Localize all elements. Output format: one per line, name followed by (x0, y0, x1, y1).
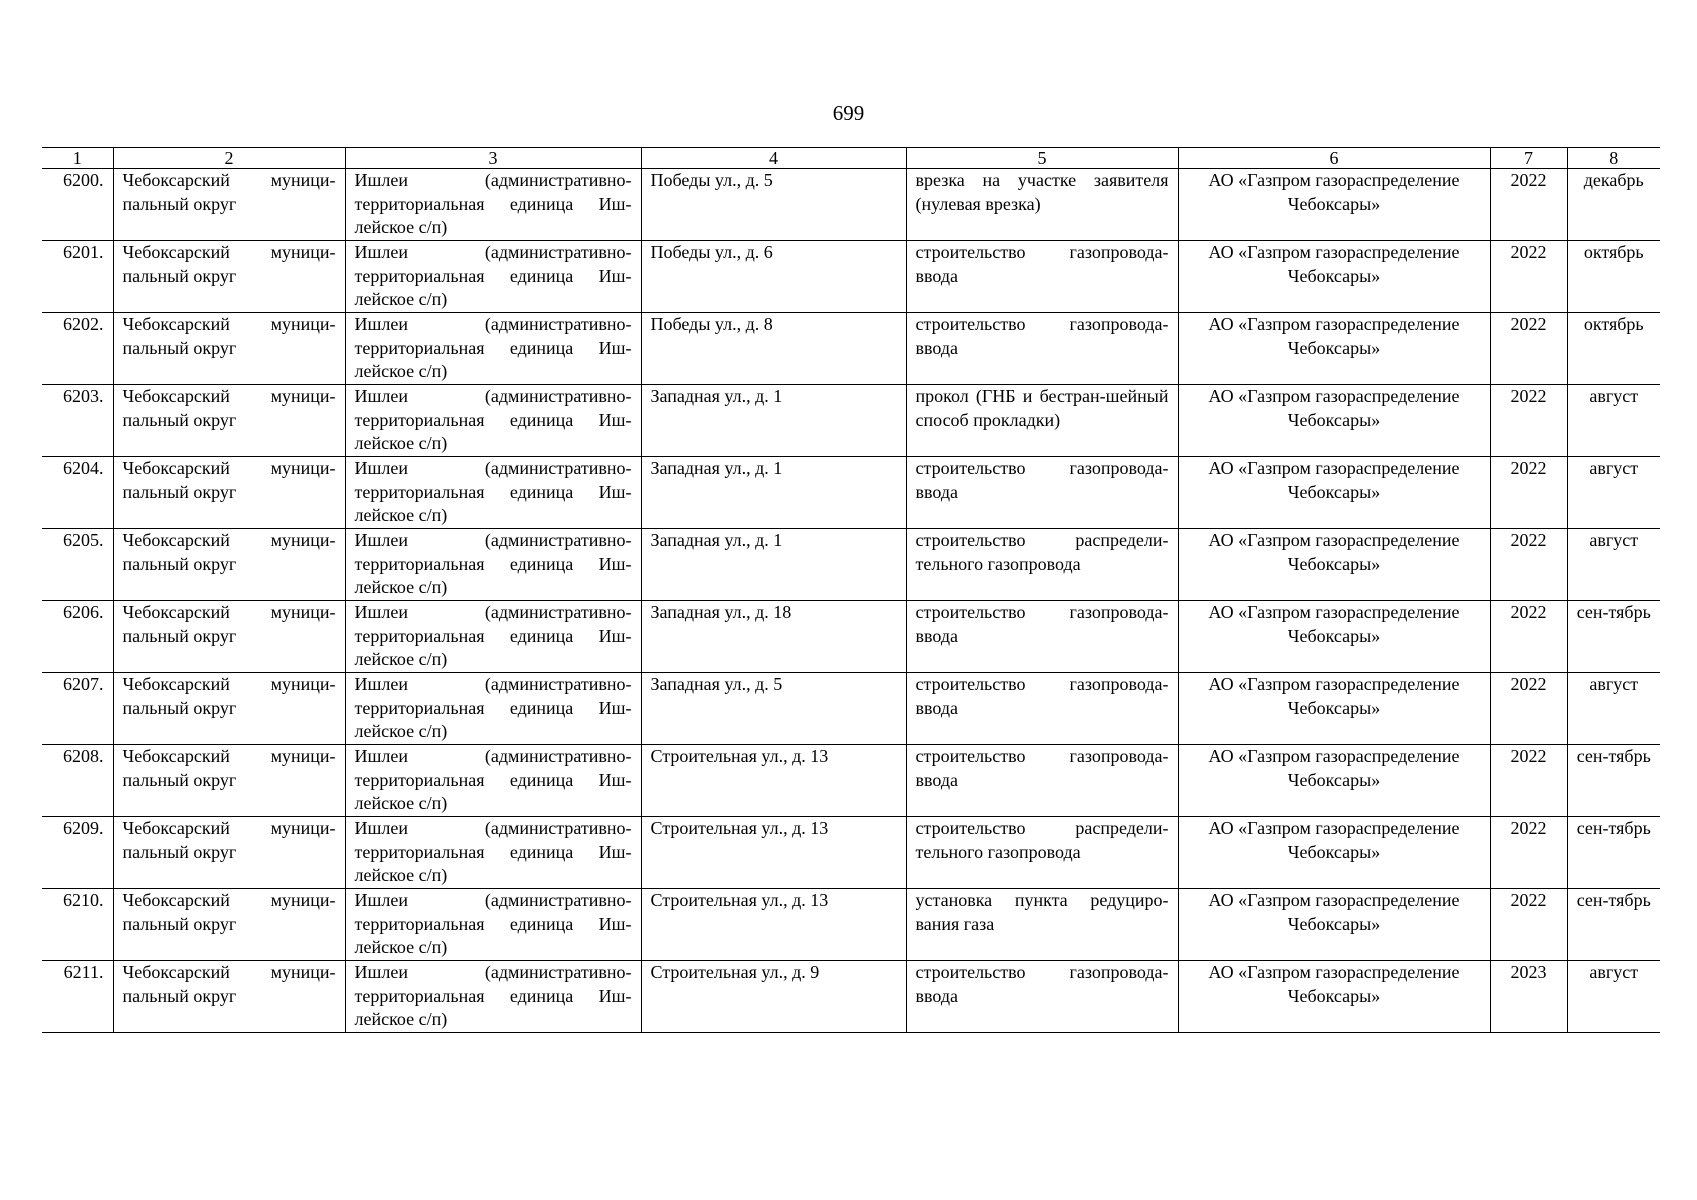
row-number: 6207. (42, 673, 113, 745)
address-cell: Западная ул., д. 18 (641, 601, 906, 673)
work-type-cell: прокол (ГНБ и бестран-шейный способ прокладки) (906, 385, 1178, 457)
district-cell: Чебоксарский муници-пальный округ (113, 241, 345, 313)
organization-cell: АО «Газпром газораспределение Чебоксары» (1178, 601, 1490, 673)
table-row (42, 745, 1660, 817)
district-cell: Чебоксарский муници-пальный округ (113, 673, 345, 745)
district-cell: Чебоксарский муници-пальный округ (113, 169, 345, 241)
organization-cell: АО «Газпром газораспределение Чебоксары» (1178, 313, 1490, 385)
row-number: 6200. (42, 169, 113, 241)
year-cell: 2022 (1490, 313, 1567, 385)
settlement-cell: Ишлеи (административно-территориальная единица Иш-лейское с/п) (345, 601, 641, 673)
district-cell: Чебоксарский муници-пальный округ (113, 817, 345, 889)
organization-cell: АО «Газпром газораспределение Чебоксары» (1178, 673, 1490, 745)
settlement-cell: Ишлеи (административно-территориальная единица Иш-лейское с/п) (345, 385, 641, 457)
col-header-6: 6 (1178, 148, 1490, 169)
address-cell: Победы ул., д. 5 (641, 169, 906, 241)
year-cell: 2022 (1490, 817, 1567, 889)
row-number: 6204. (42, 457, 113, 529)
year-cell: 2022 (1490, 169, 1567, 241)
work-type-cell: строительство распредели-тельного газопровода (906, 817, 1178, 889)
work-type-cell: строительство распредели-тельного газопровода (906, 529, 1178, 601)
settlement-cell: Ишлеи (административно-территориальная единица Иш-лейское с/п) (345, 889, 641, 961)
month-cell: сен-тябрь (1567, 889, 1660, 961)
settlement-cell: Ишлеи (административно-территориальная единица Иш-лейское с/п) (345, 313, 641, 385)
year-cell: 2022 (1490, 241, 1567, 313)
col-header-8: 8 (1567, 148, 1660, 169)
address-cell: Западная ул., д. 1 (641, 457, 906, 529)
month-cell: сен-тябрь (1567, 817, 1660, 889)
settlement-cell: Ишлеи (административно-территориальная единица Иш-лейское с/п) (345, 745, 641, 817)
table-row (42, 961, 1660, 1033)
work-type-cell: строительство газопровода-ввода (906, 241, 1178, 313)
district-cell: Чебоксарский муници-пальный округ (113, 385, 345, 457)
row-number: 6209. (42, 817, 113, 889)
table-row (42, 241, 1660, 313)
year-cell: 2022 (1490, 673, 1567, 745)
table-row (42, 529, 1660, 601)
month-cell: август (1567, 529, 1660, 601)
organization-cell: АО «Газпром газораспределение Чебоксары» (1178, 745, 1490, 817)
organization-cell: АО «Газпром газораспределение Чебоксары» (1178, 169, 1490, 241)
table-row (42, 601, 1660, 673)
work-type-cell: строительство газопровода-ввода (906, 601, 1178, 673)
year-cell: 2022 (1490, 601, 1567, 673)
year-cell: 2023 (1490, 961, 1567, 1033)
district-cell: Чебоксарский муници-пальный округ (113, 601, 345, 673)
column-number-row (42, 148, 1660, 169)
district-cell: Чебоксарский муници-пальный округ (113, 313, 345, 385)
col-header-3: 3 (345, 148, 641, 169)
col-header-2: 2 (113, 148, 345, 169)
year-cell: 2022 (1490, 745, 1567, 817)
table-row (42, 673, 1660, 745)
district-cell: Чебоксарский муници-пальный округ (113, 745, 345, 817)
settlement-cell: Ишлеи (административно-территориальная единица Иш-лейское с/п) (345, 817, 641, 889)
month-cell: август (1567, 457, 1660, 529)
address-cell: Западная ул., д. 1 (641, 385, 906, 457)
address-cell: Победы ул., д. 8 (641, 313, 906, 385)
year-cell: 2022 (1490, 385, 1567, 457)
address-cell: Строительная ул., д. 13 (641, 745, 906, 817)
month-cell: октябрь (1567, 313, 1660, 385)
district-cell: Чебоксарский муници-пальный округ (113, 457, 345, 529)
col-header-5: 5 (906, 148, 1178, 169)
row-number: 6203. (42, 385, 113, 457)
col-header-1: 1 (42, 148, 113, 169)
row-number: 6206. (42, 601, 113, 673)
row-number: 6201. (42, 241, 113, 313)
month-cell: декабрь (1567, 169, 1660, 241)
organization-cell: АО «Газпром газораспределение Чебоксары» (1178, 817, 1490, 889)
col-header-7: 7 (1490, 148, 1567, 169)
month-cell: август (1567, 673, 1660, 745)
month-cell: октябрь (1567, 241, 1660, 313)
row-number: 6205. (42, 529, 113, 601)
year-cell: 2022 (1490, 457, 1567, 529)
address-cell: Строительная ул., д. 13 (641, 817, 906, 889)
table-row (42, 169, 1660, 241)
month-cell: август (1567, 961, 1660, 1033)
district-cell: Чебоксарский муници-пальный округ (113, 889, 345, 961)
month-cell: сен-тябрь (1567, 745, 1660, 817)
address-cell: Западная ул., д. 1 (641, 529, 906, 601)
organization-cell: АО «Газпром газораспределение Чебоксары» (1178, 457, 1490, 529)
work-type-cell: строительство газопровода-ввода (906, 313, 1178, 385)
row-number: 6208. (42, 745, 113, 817)
settlement-cell: Ишлеи (административно-территориальная единица Иш-лейское с/п) (345, 961, 641, 1033)
work-type-cell: установка пункта редуциро-вания газа (906, 889, 1178, 961)
district-cell: Чебоксарский муници-пальный округ (113, 529, 345, 601)
settlement-cell: Ишлеи (административно-территориальная единица Иш-лейское с/п) (345, 241, 641, 313)
year-cell: 2022 (1490, 529, 1567, 601)
address-cell: Победы ул., д. 6 (641, 241, 906, 313)
work-type-cell: строительство газопровода-ввода (906, 457, 1178, 529)
settlement-cell: Ишлеи (административно-территориальная единица Иш-лейское с/п) (345, 169, 641, 241)
organization-cell: АО «Газпром газораспределение Чебоксары» (1178, 889, 1490, 961)
gas-works-table (42, 147, 1660, 1033)
row-number: 6210. (42, 889, 113, 961)
organization-cell: АО «Газпром газораспределение Чебоксары» (1178, 385, 1490, 457)
table-row (42, 385, 1660, 457)
organization-cell: АО «Газпром газораспределение Чебоксары» (1178, 241, 1490, 313)
month-cell: сен-тябрь (1567, 601, 1660, 673)
address-cell: Строительная ул., д. 13 (641, 889, 906, 961)
address-cell: Западная ул., д. 5 (641, 673, 906, 745)
work-type-cell: строительство газопровода-ввода (906, 745, 1178, 817)
table-row (42, 817, 1660, 889)
row-number: 6211. (42, 961, 113, 1033)
address-cell: Строительная ул., д. 9 (641, 961, 906, 1033)
settlement-cell: Ишлеи (административно-территориальная единица Иш-лейское с/п) (345, 673, 641, 745)
work-type-cell: строительство газопровода-ввода (906, 961, 1178, 1033)
organization-cell: АО «Газпром газораспределение Чебоксары» (1178, 961, 1490, 1033)
table-row (42, 457, 1660, 529)
settlement-cell: Ишлеи (административно-территориальная единица Иш-лейское с/п) (345, 529, 641, 601)
col-header-4: 4 (641, 148, 906, 169)
year-cell: 2022 (1490, 889, 1567, 961)
settlement-cell: Ишлеи (административно-территориальная единица Иш-лейское с/п) (345, 457, 641, 529)
district-cell: Чебоксарский муници-пальный округ (113, 961, 345, 1033)
month-cell: август (1567, 385, 1660, 457)
page-number: 699 (832, 101, 865, 125)
table-row (42, 889, 1660, 961)
row-number: 6202. (42, 313, 113, 385)
organization-cell: АО «Газпром газораспределение Чебоксары» (1178, 529, 1490, 601)
work-type-cell: строительство газопровода-ввода (906, 673, 1178, 745)
work-type-cell: врезка на участке заявителя (нулевая врезка) (906, 169, 1178, 241)
table-row (42, 313, 1660, 385)
